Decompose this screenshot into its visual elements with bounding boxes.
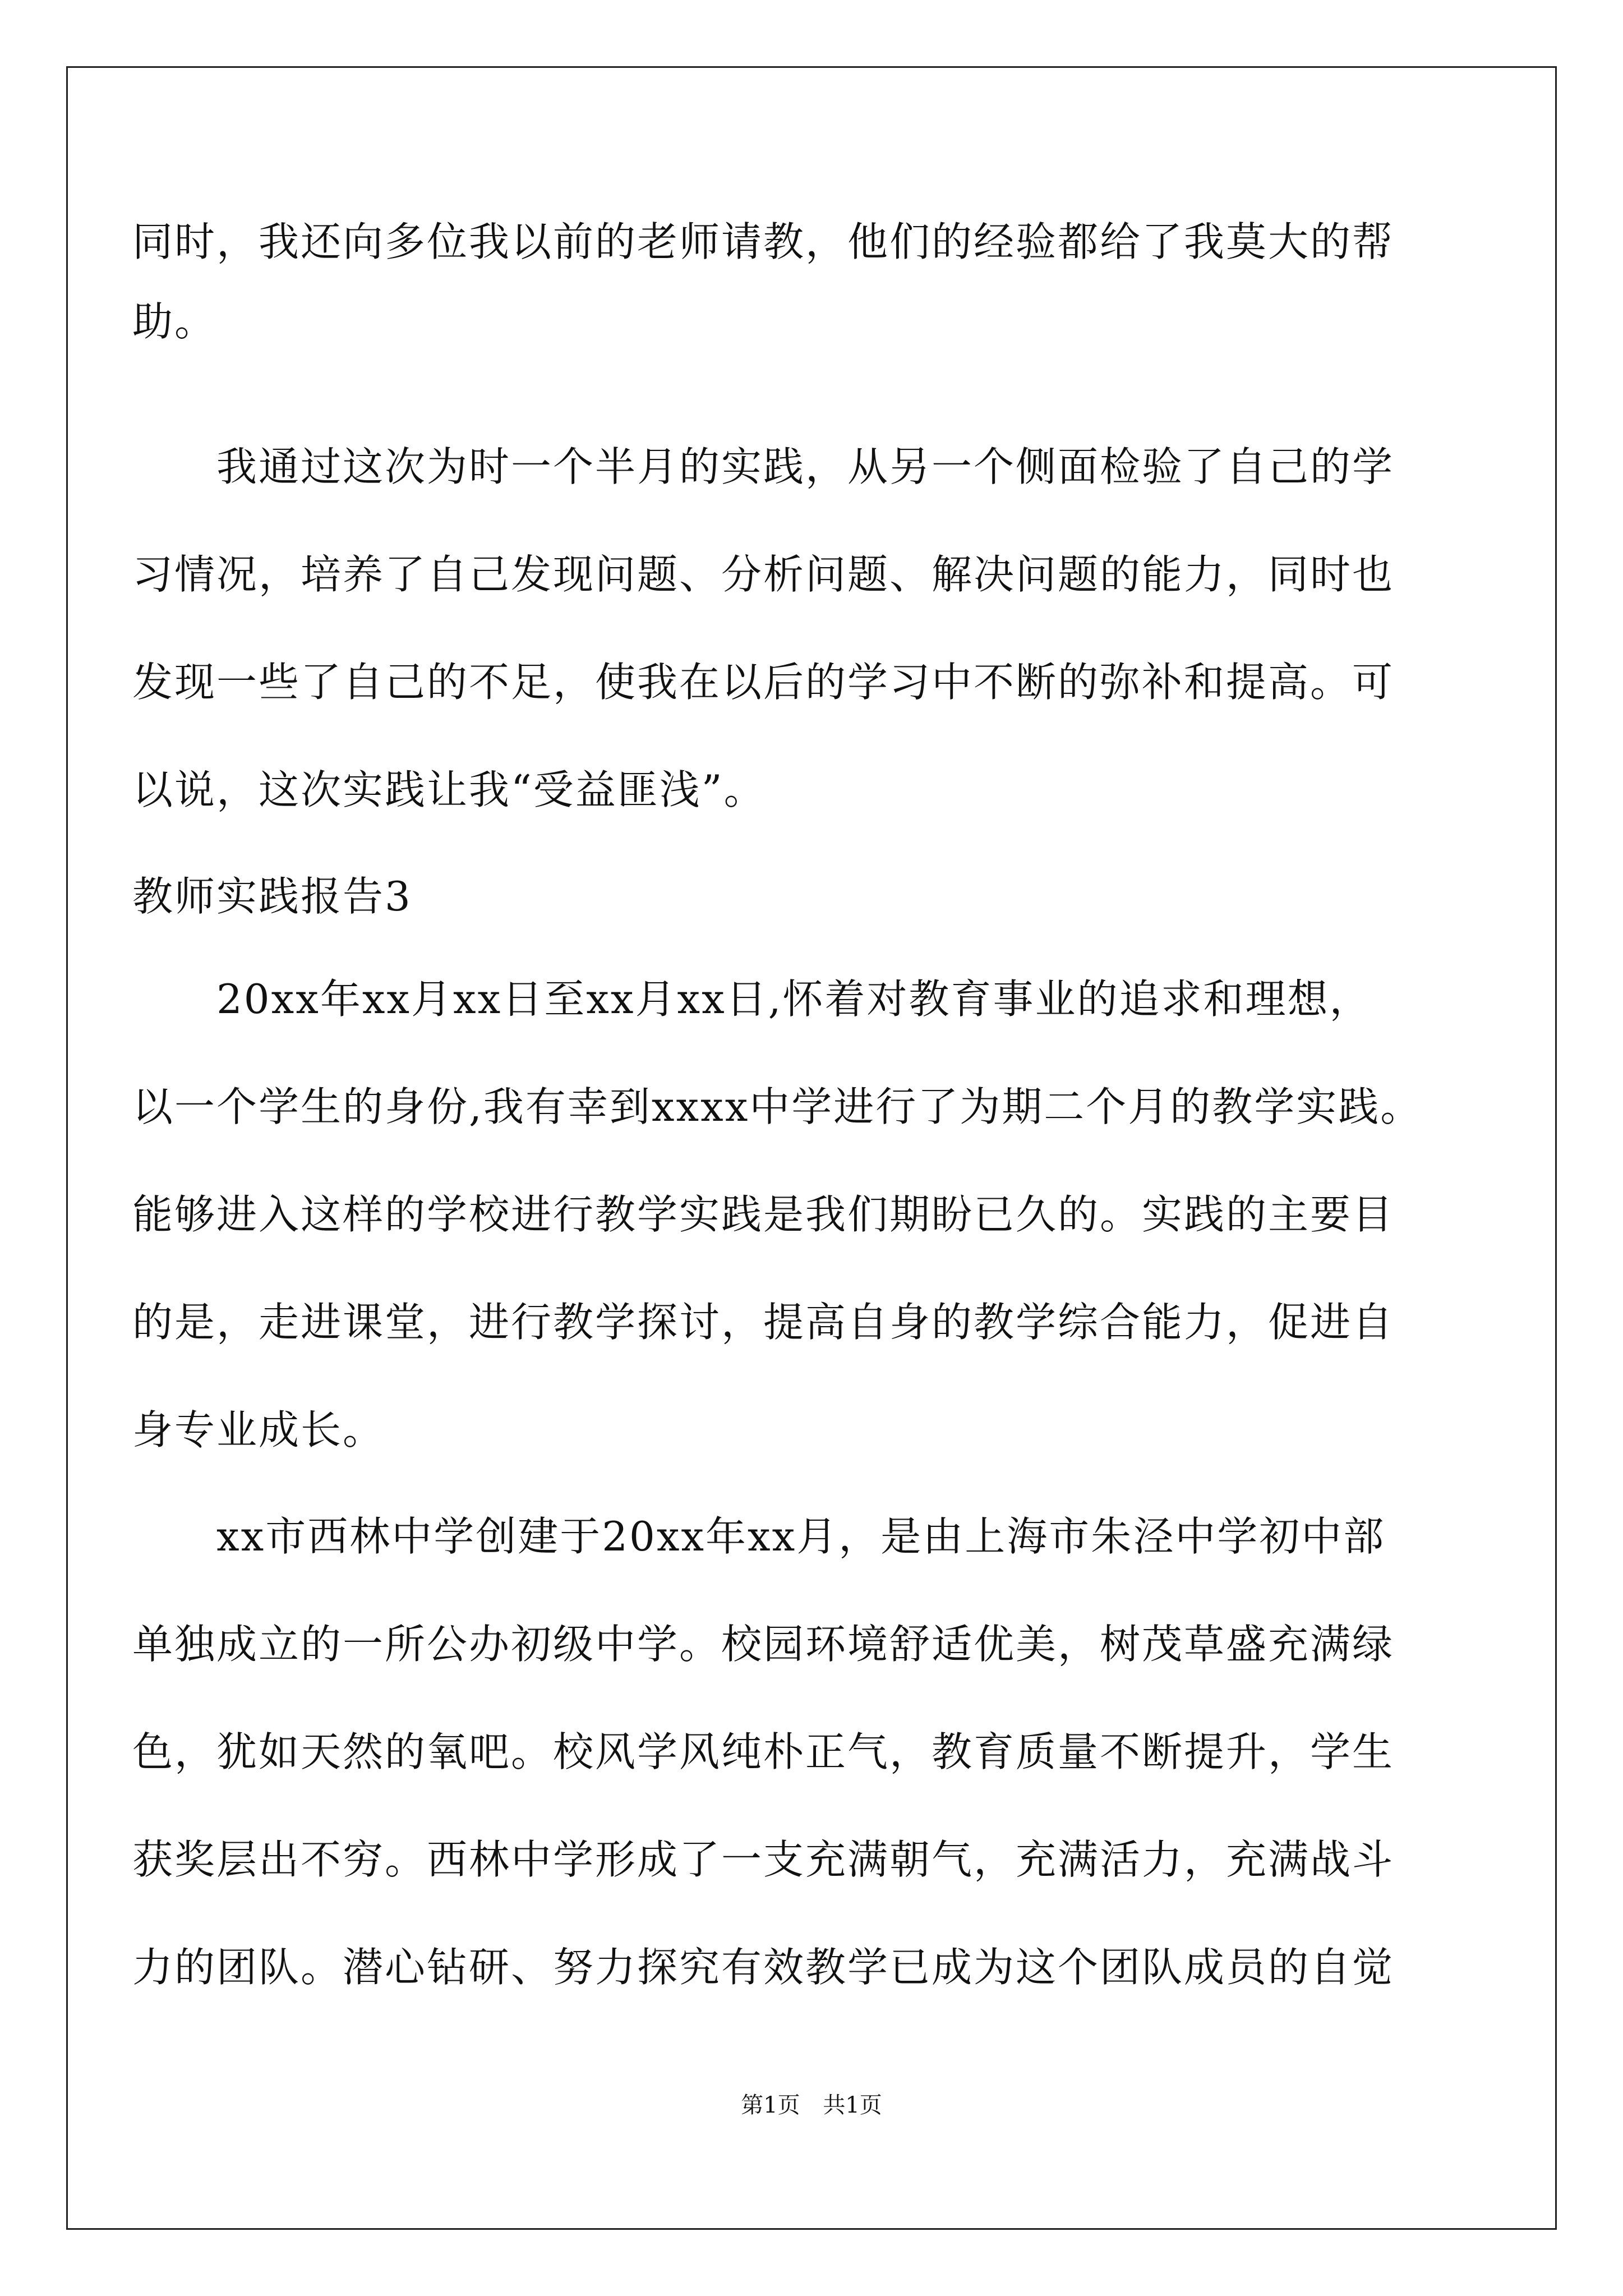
text-line: 的是，走进课堂，进行教学探讨，提高自身的教学综合能力，促进自 xyxy=(132,1299,1395,1346)
text-line: 获奖层出不穷。西林中学形成了一支充满朝气，充满活力，充满战斗 xyxy=(132,1836,1395,1883)
page-total: 共1页 xyxy=(823,2092,882,2118)
text-line: 同时，我还向多位我以前的老师请教，他们的经验都给了我莫大的帮 xyxy=(132,218,1395,265)
section-heading: 教师实践报告3 xyxy=(132,873,412,920)
page-border xyxy=(66,66,1557,2230)
text-line: 能够进入这样的学校进行教学实践是我们期盼已久的。实践的主要目 xyxy=(132,1191,1395,1238)
text-line: 20xx年xx月xx日至xx月xx日,怀着对教育事业的追求和理想， xyxy=(132,976,1372,1023)
text-line: 身专业成长。 xyxy=(132,1406,385,1453)
text-line: 我通过这次为时一个半月的实践，从另一个侧面检验了自己的学 xyxy=(132,443,1395,490)
text-line: 习情况，培养了自己发现问题、分析问题、解决问题的能力，同时也 xyxy=(132,551,1395,598)
text-line: 色，犹如天然的氧吧。校风学风纯朴正气，教育质量不断提升，学生 xyxy=(132,1728,1395,1775)
text-line: 以说，这次实践让我“受益匪浅”。 xyxy=(132,766,766,813)
page-number: 第1页 xyxy=(741,2092,800,2118)
page-footer xyxy=(0,2094,1623,2116)
text-line: 单独成立的一所公办初级中学。校园环境舒适优美，树茂草盛充满绿 xyxy=(132,1621,1395,1668)
text-line: 以一个学生的身份,我有幸到xxxx中学进行了为期二个月的教学实践。 xyxy=(132,1083,1423,1130)
text-line: xx市西林中学创建于20xx年xx月，是由上海市朱泾中学初中部 xyxy=(132,1513,1386,1560)
text-line: 力的团队。潜心钻研、努力探究有效教学已成为这个团队成员的自觉 xyxy=(132,1944,1395,1991)
text-line: 助。 xyxy=(132,298,217,345)
text-line: 发现一些了自己的不足，使我在以后的学习中不断的弥补和提高。可 xyxy=(132,659,1395,706)
